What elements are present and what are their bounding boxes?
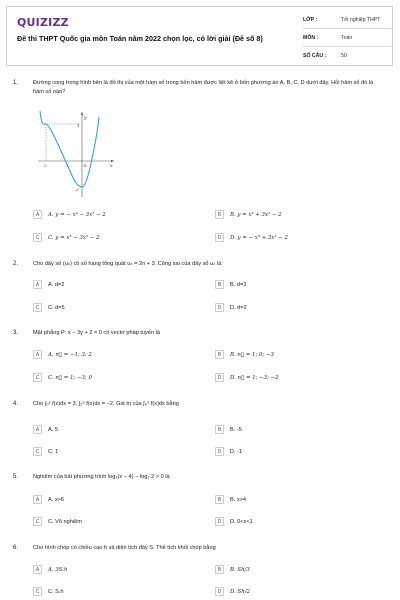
option-text: C. d=5	[48, 304, 65, 311]
option-text: C. n⃗ = 1; −3; 0	[48, 374, 92, 381]
answer-option-d[interactable]	[215, 232, 288, 243]
answer-option-a[interactable]	[33, 424, 58, 435]
option-badge: D	[215, 373, 224, 382]
meta-key: SỐ CÂU :	[303, 52, 327, 59]
answer-option-b[interactable]	[215, 279, 246, 290]
option-text: D. 0<x<1	[230, 518, 253, 525]
option-text: B. y = x³ + 3x² − 2	[230, 211, 282, 218]
answer-option-b[interactable]	[215, 494, 246, 505]
question-text: Nghiệm của bất phương trình log₂(x − 4) − log₂ 2 > 0 là	[33, 474, 170, 480]
tick-label: -2	[75, 187, 79, 192]
option-text: A. d=2	[48, 281, 65, 288]
answer-option-b[interactable]	[215, 424, 242, 435]
option-badge: A	[33, 565, 42, 574]
quizizz-logo: QUIZIZZ	[17, 16, 69, 29]
answer-option-d[interactable]	[215, 586, 250, 597]
tick-label: -2	[43, 163, 47, 168]
answer-option-b[interactable]	[215, 564, 250, 575]
option-text: A. x>6	[48, 496, 65, 503]
answer-option-a[interactable]	[33, 564, 67, 575]
y-axis-arrow	[81, 112, 83, 115]
option-text: B. x>4	[230, 496, 247, 503]
answer-option-d[interactable]	[215, 372, 279, 383]
option-badge: C	[33, 517, 42, 526]
cubic-curve	[40, 111, 99, 187]
meta-table	[303, 11, 391, 64]
option-badge: D	[215, 303, 224, 312]
option-text: A. 3S.h	[48, 566, 68, 573]
option-text: B. n⃗ = 1; 0; −3	[230, 351, 274, 358]
option-text: C. Vô nghiệm	[48, 518, 82, 525]
question-number: 4.	[13, 401, 19, 407]
tick-label: 3	[77, 123, 80, 128]
option-text: B. d=3	[230, 281, 247, 288]
option-badge: A	[33, 495, 42, 504]
question-text: Cho ∫₀² f(x)dx = 3; ∫₂⁵ f(x)dx = −2. Giá trị của ∫₀⁵ f(x)dx bằng	[33, 401, 179, 407]
answer-option-b[interactable]	[215, 209, 282, 220]
option-text: B. -5	[230, 426, 242, 433]
answer-option-c[interactable]	[33, 232, 100, 243]
option-text: A. y = − x³ − 3x² − 2	[48, 211, 106, 218]
option-text: C. 1	[48, 448, 59, 455]
answer-option-c[interactable]	[33, 446, 58, 457]
option-badge: B	[215, 425, 224, 434]
question-text: Mặt phẳng P: x − 3y + 2 = 0 có vectơ pháp tuyến là	[33, 330, 160, 336]
answer-option-a[interactable]	[33, 494, 64, 505]
option-badge: D	[215, 517, 224, 526]
answer-option-c[interactable]	[33, 586, 64, 597]
answer-option-c[interactable]	[33, 302, 65, 313]
question-number: 1.	[13, 80, 19, 86]
option-text: A. n⃗ = −1; 3; 2	[48, 351, 92, 358]
function-graph	[36, 109, 116, 199]
option-badge: B	[215, 280, 224, 289]
document-title: Đề thi THPT Quốc gia môn Toán năm 2022 chọn lọc, có lời giải (Đề số 8)	[17, 34, 263, 43]
tick-label: -1	[65, 163, 69, 168]
question-text: Cho hình chóp có chiều cao h và diện tích đáy S. Thể tích khối chóp bằng	[33, 545, 216, 551]
option-text: C. y = x³ − 3x² − 2	[48, 234, 100, 241]
question-text: Cho dãy số (uₙ) có số hạng tổng quát uₙ = 2n + 3. Công sai của dãy số uₙ là:	[33, 261, 223, 267]
answer-option-c[interactable]	[33, 516, 82, 527]
question-number: 5.	[13, 474, 19, 480]
answer-option-d[interactable]	[215, 446, 242, 457]
meta-value: Tốt nghiệp THPT	[341, 16, 381, 23]
option-badge: C	[33, 233, 42, 242]
y-axis-label: y	[84, 116, 87, 121]
x-axis-label: x	[110, 164, 113, 169]
question-text: Đường cong trong hình bên là đồ thị của một hàm số trong bốn hàm được liệt kê ở bốn phương án A, B, C, D dưới đây. Hỏi hàm số đó là hàm số nào?	[33, 80, 374, 95]
option-badge: C	[33, 587, 42, 596]
option-badge: D	[215, 587, 224, 596]
option-badge: A	[33, 210, 42, 219]
question-number: 6.	[13, 545, 19, 551]
answer-option-a[interactable]	[33, 209, 106, 220]
option-text: D. -1	[230, 448, 243, 455]
answer-option-a[interactable]	[33, 349, 92, 360]
option-badge: C	[33, 447, 42, 456]
option-badge: B	[215, 350, 224, 359]
answer-option-d[interactable]	[215, 302, 247, 313]
option-text: D. Sh/2	[230, 588, 250, 595]
option-badge: B	[215, 495, 224, 504]
answer-option-a[interactable]	[33, 279, 64, 290]
option-badge: B	[215, 210, 224, 219]
option-badge: A	[33, 425, 42, 434]
meta-row-count	[303, 47, 391, 64]
option-badge: C	[33, 373, 42, 382]
origin-label: O	[83, 163, 87, 168]
option-text: B. Sh/3	[230, 566, 250, 573]
option-badge: C	[33, 303, 42, 312]
meta-value: Toán	[341, 34, 353, 41]
meta-key: LỚP :	[303, 16, 318, 23]
option-badge: A	[33, 280, 42, 289]
option-badge: D	[215, 447, 224, 456]
option-badge: A	[33, 350, 42, 359]
answer-option-d[interactable]	[215, 516, 253, 527]
answer-option-b[interactable]	[215, 349, 274, 360]
option-text: C. S.h	[48, 588, 64, 595]
option-text: D. n⃗ = 1; −3; −2	[230, 374, 279, 381]
meta-row-class	[303, 11, 391, 29]
option-badge: B	[215, 565, 224, 574]
meta-row-subject	[303, 29, 391, 47]
x-axis-arrow	[111, 160, 114, 162]
question-number: 2.	[13, 261, 19, 267]
option-badge: D	[215, 233, 224, 242]
meta-value: 50	[341, 52, 347, 59]
question-number: 3.	[13, 330, 19, 336]
answer-option-c[interactable]	[33, 372, 92, 383]
option-text: A. 5	[48, 426, 58, 433]
worksheet-header	[6, 6, 393, 66]
option-text: D. y = − x³ + 3x² − 2	[230, 234, 288, 241]
meta-key: MÔN :	[303, 34, 319, 41]
option-text: D. d=2	[230, 304, 247, 311]
